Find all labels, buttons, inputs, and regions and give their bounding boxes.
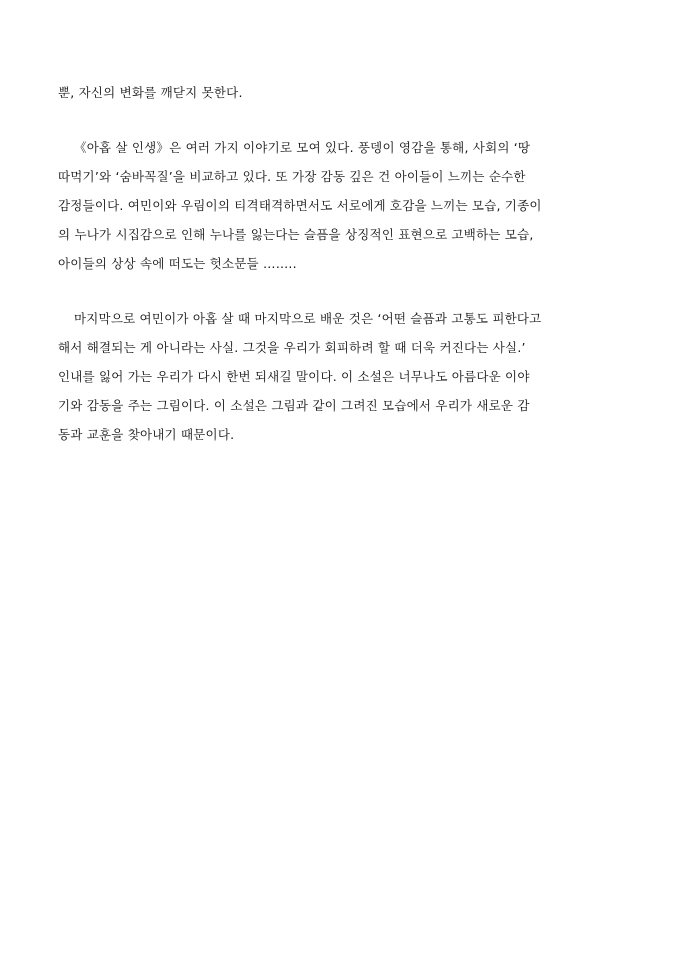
paragraph-2 bbox=[58, 133, 636, 278]
paragraph-line: 감정들이다. 여민이와 우림이의 티격태격하면서도 서로에게 호감을 느끼는 모습, 기종이 bbox=[58, 198, 542, 213]
paragraph-line: 마지막으로 여민이가 아홉 살 때 마지막으로 배운 것은 ‘어떤 슬픔과 고통도 피한다고 bbox=[74, 311, 542, 326]
paragraph-1 bbox=[58, 78, 636, 107]
paragraph-line: 인내를 잃어 가는 우리가 다시 한번 되새길 말이다. 이 소설은 너무나도 아름다운 이야 bbox=[58, 369, 530, 384]
paragraph-3 bbox=[58, 304, 636, 449]
paragraph-gap bbox=[58, 278, 636, 304]
paragraph-line: 동과 교훈을 찾아내기 때문이다. bbox=[58, 427, 235, 442]
paragraph-line: 의 누나가 시집감으로 인해 누나를 잃는다는 슬픔을 상징적인 표현으로 고백하는 모습, bbox=[58, 227, 534, 242]
paragraph-line: 해서 해결되는 게 아니라는 사실. 그것을 우리가 회피하려 할 때 더욱 커진다는 사실.’ bbox=[58, 340, 526, 355]
paragraph-line: 뿐, 자신의 변화를 깨닫지 못한다. bbox=[58, 85, 243, 100]
paragraph-line: 따먹기’와 ‘숨바꼭질’을 비교하고 있다. 또 가장 감동 깊은 건 아이들이 느끼는 순수한 bbox=[58, 169, 526, 184]
document-page bbox=[58, 78, 636, 449]
paragraph-line: 기와 감동을 주는 그림이다. 이 소설은 그림과 같이 그려진 모습에서 우리가 새로운 감 bbox=[58, 398, 530, 413]
paragraph-gap bbox=[58, 107, 636, 133]
paragraph-line: 《아홉 살 인생》은 여러 가지 이야기로 모여 있다. 풍뎅이 영감을 통해, 사회의 ‘땅 bbox=[74, 140, 531, 155]
paragraph-line: 아이들의 상상 속에 떠도는 헛소문들 …….. bbox=[58, 256, 297, 271]
